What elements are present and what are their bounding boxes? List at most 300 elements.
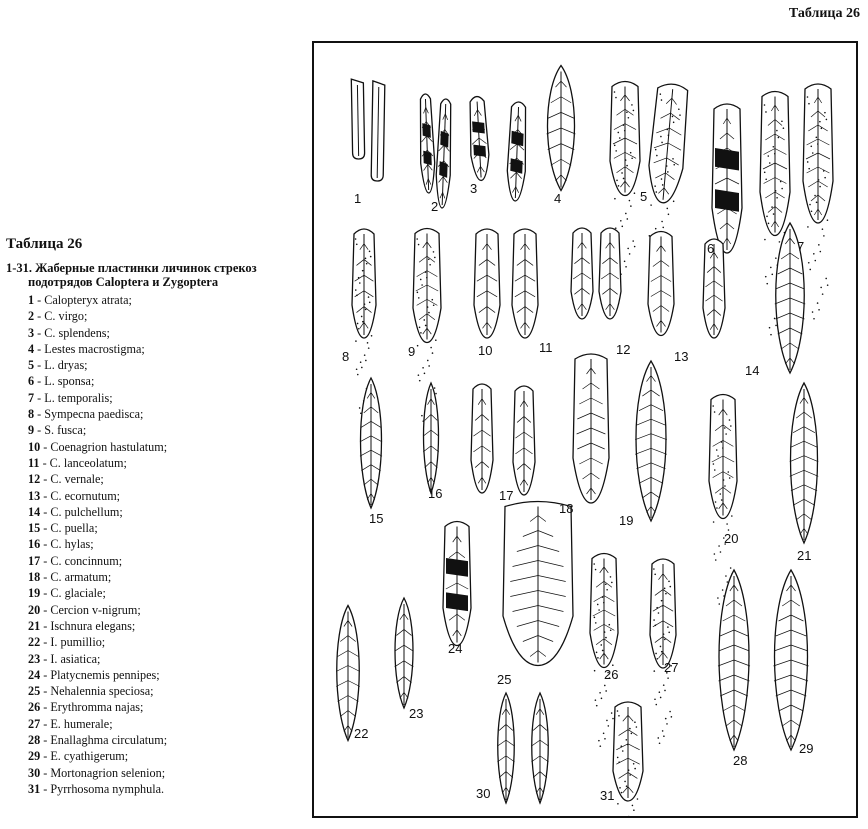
gill-plate-dot [778, 137, 780, 139]
gill-plate-dot [769, 162, 771, 164]
legend-item-name: - Enallaghma circulatum; [40, 733, 168, 748]
legend-item-name: - Sympecna paedisca; [34, 407, 144, 422]
legend-item-name: - Cercion v-nigrum; [40, 602, 141, 617]
legend-item-name: - C. lanceolatum; [39, 455, 127, 470]
gill-plate-dot [775, 257, 777, 259]
gill-plate-dot [428, 258, 430, 260]
legend-item-number: 29 [28, 749, 41, 764]
gill-plate-dot [623, 124, 625, 126]
gill-plate-dot [422, 367, 424, 369]
gill-plate-dot [358, 328, 360, 330]
figure-number-label: 18 [559, 501, 574, 516]
gill-plate-band [472, 121, 485, 134]
gill-plate-dot [713, 463, 715, 465]
gill-plate-dot [808, 168, 810, 170]
legend-item [28, 748, 306, 764]
gill-plate-dot [612, 664, 614, 666]
gill-plate-dot [816, 201, 818, 203]
gill-plate-19 [648, 232, 674, 336]
gill-plate-39 [531, 693, 548, 803]
gill-plate-dot [359, 407, 361, 409]
legend-item [28, 357, 306, 373]
gill-plate-dot [712, 405, 714, 407]
gill-plate-dot [626, 739, 628, 741]
gill-plate-dot [657, 737, 659, 739]
legend-item-name: - Coenagrion hastulatum; [40, 439, 168, 454]
gill-plate-dot [655, 228, 657, 230]
gill-plate-dot [668, 581, 670, 583]
gill-plate-18 [599, 228, 621, 319]
gill-plate-37 [773, 570, 808, 750]
gill-plate-dot [621, 792, 623, 794]
gill-plate-dot [617, 803, 619, 805]
gill-plate-band [715, 189, 739, 212]
gill-plate-dot [615, 97, 617, 99]
legend-item [28, 651, 306, 667]
gill-plate-dot [823, 235, 825, 237]
legend-item [28, 585, 306, 601]
gill-plate-dot [717, 455, 719, 457]
legend-range: 1-31. [6, 261, 33, 275]
gill-plate-dot [765, 276, 767, 278]
gill-plate-6 [506, 102, 527, 202]
gill-plate-dot [606, 589, 608, 591]
figure-number-label: 31 [600, 788, 615, 803]
legend-item-number: 12 [28, 472, 41, 487]
figure-number-label: 4 [554, 191, 562, 206]
legend-item [28, 634, 306, 650]
gill-plate-dot [366, 263, 368, 265]
gill-plate-2 [371, 81, 385, 181]
gill-plate-dot [716, 507, 718, 509]
legend-item [28, 553, 306, 569]
gill-plate-dot [667, 677, 669, 679]
gill-plate-dot [608, 624, 610, 626]
gill-plate-15 [474, 229, 500, 338]
gill-plate-dot [362, 270, 364, 272]
gill-plate-dot [424, 373, 426, 375]
gill-plate-5 [468, 96, 490, 181]
gill-plate-dot [610, 629, 612, 631]
gill-plate-dot [655, 653, 657, 655]
figure-number-label: 3 [470, 181, 478, 196]
legend-item [28, 373, 306, 389]
legend-item [28, 390, 306, 406]
gill-plate-band [715, 148, 739, 171]
gill-plate-dot [656, 607, 658, 609]
gill-plate-dot [818, 244, 820, 246]
gill-plate-dot [430, 347, 432, 349]
gill-plate-dot [816, 137, 818, 139]
gill-plate-dot [663, 633, 665, 635]
gill-plate-dot [660, 697, 662, 699]
gill-plate-26 [573, 354, 609, 503]
legend-heading: Таблица 26 [6, 236, 83, 252]
gill-plate-dot [720, 551, 722, 553]
legend-item-number: 8 [28, 407, 35, 422]
gill-plate-dot [807, 161, 809, 163]
figure-number-label: 12 [616, 342, 631, 357]
figure-number-label: 16 [428, 486, 443, 501]
gill-plate-dot [818, 179, 820, 181]
gill-plate-dot [625, 159, 627, 161]
gill-plate-dot [364, 303, 366, 305]
figure-number-label: 17 [499, 488, 514, 503]
gill-plate-dot [416, 238, 418, 240]
gill-plate-23 [423, 383, 439, 493]
gill-plate-dot [602, 596, 604, 598]
gill-plate-22 [360, 378, 382, 508]
gill-plate-dot [425, 325, 427, 327]
gill-plate-dot [812, 152, 814, 154]
gill-plate-dot [365, 258, 367, 260]
gill-plate-dot [817, 143, 819, 145]
gill-plate-dot [617, 757, 619, 759]
gill-plate-dot [421, 415, 423, 417]
gill-plate-40 [613, 702, 643, 816]
gill-plate-dot [827, 284, 829, 286]
gill-plate-dot [420, 332, 422, 334]
gill-plate-dot [603, 602, 605, 604]
gill-plate-dot [604, 738, 606, 740]
figure-number-label: 27 [664, 660, 679, 675]
gill-plate-dot [614, 198, 616, 200]
gill-plate-dot [663, 684, 665, 686]
gill-plate-dot [814, 260, 816, 262]
figure-number-label: 29 [799, 741, 814, 756]
gill-plates-illustration [314, 43, 856, 816]
gill-plate-dot [716, 449, 718, 451]
legend-item [28, 683, 306, 699]
gill-plate-dot [769, 327, 771, 329]
gill-plate-dot [598, 740, 600, 742]
gill-plate-dot [765, 178, 767, 180]
gill-plate-35 [650, 559, 679, 744]
gill-plate-dot [621, 172, 623, 174]
gill-plate-dot [808, 262, 810, 264]
figure-number-label: 15 [369, 511, 384, 526]
legend-item-name: - L. sponsa; [34, 374, 95, 389]
gill-plate-dot [627, 248, 629, 250]
legend-item-number: 9 [28, 423, 35, 438]
gill-plate-dot [435, 393, 437, 395]
legend-item [28, 488, 306, 504]
gill-plate-dot [774, 318, 776, 320]
legend-item-number: 30 [28, 765, 41, 780]
legend-item-number: 7 [28, 390, 35, 405]
gill-plate-dot [659, 691, 661, 693]
gill-plate-dot [364, 354, 366, 356]
gill-plate-dot [629, 774, 631, 776]
gill-plate-dot [360, 361, 362, 363]
figure-number-label: 10 [478, 343, 493, 358]
gill-plate-dot [825, 278, 827, 280]
legend-item-number: 5 [28, 358, 35, 373]
figure-number-label: 22 [354, 726, 369, 741]
legend-item [28, 602, 306, 618]
gill-plate-dot [810, 145, 812, 147]
gill-plate-dot [827, 219, 829, 221]
gill-plate-dot [623, 178, 625, 180]
gill-plate-dot [624, 781, 626, 783]
gill-plate-dot [371, 335, 373, 337]
legend-item-number: 25 [28, 684, 41, 699]
gill-plate-dot [722, 447, 724, 449]
gill-plate-dot [599, 745, 601, 747]
gill-plate-band [446, 592, 468, 611]
gill-plate-dot [819, 121, 821, 123]
gill-plate-dot [822, 228, 824, 230]
gill-plate-dot [631, 104, 633, 106]
gill-plate-dot [812, 311, 814, 313]
gill-plate-dot [730, 425, 732, 427]
legend-item-number: 15 [28, 521, 41, 536]
gill-plate-dot [361, 316, 363, 318]
gill-plate-dot [775, 190, 777, 192]
gill-plate-dot [727, 581, 729, 583]
legend-item [28, 667, 306, 683]
gill-plate-dot [773, 213, 775, 215]
gill-plate-dot [718, 545, 720, 547]
gill-plate-dot [824, 112, 826, 114]
gill-plate-dot [420, 279, 422, 281]
gill-plate-4 [435, 99, 453, 208]
gill-plate-dot [602, 650, 604, 652]
gill-plate-dot [608, 725, 610, 727]
gill-plate-dot [821, 128, 823, 130]
gill-plate-dot [356, 368, 358, 370]
gill-plate-dot [666, 723, 668, 725]
legend-item-number: 21 [28, 618, 41, 633]
figure-number-label: 13 [674, 349, 689, 364]
gill-plate-dot [807, 226, 809, 228]
gill-plate-dot [614, 91, 616, 93]
gill-plate-dot [634, 246, 636, 248]
gill-plate-dot [817, 302, 819, 304]
gill-plate-dot [429, 264, 431, 266]
gill-plate-dot [809, 269, 811, 271]
gill-plate-dot [369, 302, 371, 304]
gill-plate-dot [616, 180, 618, 182]
figure-number-label: 20 [724, 531, 739, 546]
gill-plate-25 [513, 386, 535, 495]
figure-number-label: 8 [342, 349, 350, 364]
figure-number-label: 14 [745, 363, 760, 378]
legend-item-name: - C. glaciale; [40, 586, 106, 601]
gill-plate-dot [661, 221, 663, 223]
figure-number-label: 23 [409, 706, 424, 721]
legend-item-name: - Ischnura elegans; [40, 618, 136, 633]
gill-plate-dot [713, 521, 715, 523]
legend-item-number: 26 [28, 700, 41, 715]
gill-plate-dot [618, 715, 620, 717]
gill-plate-dot [365, 309, 367, 311]
gill-plate-dot [611, 712, 613, 714]
gill-plate-dot [596, 652, 598, 654]
legend-item-name: - L. dryas; [34, 358, 88, 373]
gill-plate-dot [637, 798, 639, 800]
gill-plate-dot [595, 569, 597, 571]
gill-plate-dot [622, 750, 624, 752]
gill-plate-dot [617, 132, 619, 134]
gill-plate-dot [766, 283, 768, 285]
gill-plate-dot [632, 805, 634, 807]
legend-item-name: - Platycnemis pennipes; [40, 667, 160, 682]
gill-plate-dot [669, 586, 671, 588]
gill-plate-band [423, 150, 432, 165]
gill-plate-dot [355, 289, 357, 291]
gill-plate-dot [659, 742, 661, 744]
gill-plate-dot [725, 575, 727, 577]
figure-number-label: 9 [408, 344, 416, 359]
legend-item [28, 618, 306, 634]
gill-plate-dot [773, 146, 775, 148]
gill-plate-36 [718, 570, 750, 750]
gill-plate-dot [721, 441, 723, 443]
gill-plate-dot [725, 433, 727, 435]
gill-plate-dot [662, 227, 664, 229]
gill-plate-dot [664, 588, 666, 590]
legend-item-name: - C. armatum; [40, 570, 112, 585]
gill-plate-dot [612, 718, 614, 720]
legend-item-name: - C. splendens; [34, 325, 110, 340]
legend-item-number: 22 [28, 635, 41, 650]
gill-plate-dot [770, 334, 772, 336]
gill-plate-dot [776, 197, 778, 199]
gill-plate-dot [362, 321, 364, 323]
legend-item-name: - L. temporalis; [34, 390, 113, 405]
gill-plate-dot [722, 589, 724, 591]
gill-plate-dot [597, 604, 599, 606]
gill-plate-dot [655, 704, 657, 706]
gill-plate-dot [604, 685, 606, 687]
legend-item-name: - S. fusca; [34, 423, 87, 438]
gill-plate-dot [771, 274, 773, 276]
gill-plate-dot [823, 170, 825, 172]
legend-item-number: 3 [28, 325, 35, 340]
gill-plate-dot [629, 253, 631, 255]
gill-plate-dot [615, 150, 617, 152]
gill-plate-17 [571, 228, 593, 319]
gill-plate-dot [814, 195, 816, 197]
gill-plate-dot [730, 567, 732, 569]
gill-plate-dot [596, 705, 598, 707]
legend-item [28, 781, 306, 797]
legend-item-name: - Pyrrhosoma nymphula. [40, 781, 165, 796]
gill-plate-dot [595, 699, 597, 701]
legend-item [28, 520, 306, 536]
gill-plate-dot [776, 130, 778, 132]
gill-plate-dot [595, 622, 597, 624]
gill-plate-dot [783, 127, 785, 129]
gill-plate-dot [594, 617, 596, 619]
gill-plate-dot [605, 690, 607, 692]
gill-plate-dot [356, 243, 358, 245]
legend-item-number: 4 [28, 341, 35, 356]
gill-plate-dot [356, 295, 358, 297]
gill-plate-dot [434, 257, 436, 259]
gill-plate-dot [355, 340, 357, 342]
gill-plate-dot [355, 238, 357, 240]
gill-plate-dot [626, 785, 628, 787]
legend-item-number: 20 [28, 602, 41, 617]
gill-plate-7 [547, 66, 576, 191]
gill-plate-dot [634, 721, 636, 723]
gill-plate-dot [604, 631, 606, 633]
gill-plate-dot [668, 213, 670, 215]
gill-plate-dot [618, 185, 620, 187]
gill-plate-dot [808, 103, 810, 105]
legend-item-name: - I. asiatica; [40, 651, 101, 666]
gill-plate-dot [633, 809, 635, 811]
legend-item-name: - Calopteryx atrata; [34, 293, 132, 307]
gill-plate-dot [666, 208, 668, 210]
gill-plate-dot [715, 559, 717, 561]
gill-plate-dot [771, 206, 773, 208]
gill-plate-dot [632, 240, 634, 242]
gill-plate-dot [427, 360, 429, 362]
gill-plate-dot [624, 260, 626, 262]
gill-plate-dot [767, 155, 769, 157]
gill-plate-dot [668, 632, 670, 634]
gill-plate-dot [417, 292, 419, 294]
gill-plate-dot [621, 226, 623, 228]
gill-plate-dot [367, 342, 369, 344]
gill-plate-dot [629, 200, 631, 202]
gill-plate-dot [721, 499, 723, 501]
legend-item-name: - C. concinnum; [40, 553, 123, 568]
gill-plate-dot [822, 293, 824, 295]
gill-plate-dot [764, 171, 766, 173]
gill-plate-dot [421, 284, 423, 286]
figure-number-label: 21 [797, 548, 812, 563]
gill-plate-dot [627, 744, 629, 746]
gill-plate-dot [361, 367, 363, 369]
gill-plate-dot [611, 582, 613, 584]
gill-plate-dot [661, 600, 663, 602]
gill-plate-dot [619, 787, 621, 789]
gill-plate-dot [653, 568, 655, 570]
legend-item-number: 11 [28, 455, 40, 470]
gill-plate-dot [629, 728, 631, 730]
gill-plate-band [473, 144, 486, 157]
legend-item [28, 716, 306, 732]
gill-plate-dot [620, 220, 622, 222]
gill-plate-dot [662, 730, 664, 732]
figure-number-label: 7 [797, 239, 805, 254]
gill-plate-dot [418, 297, 420, 299]
gill-plate-dot [357, 323, 359, 325]
gill-plate-dot [593, 563, 595, 565]
gill-plate-dot [601, 698, 603, 700]
gill-plate-dot [626, 165, 628, 167]
legend-item-name: - C. vernale; [40, 472, 104, 487]
gill-plate-dot [655, 625, 657, 627]
gill-plate-dot [781, 188, 783, 190]
legend-subtitle [6, 261, 306, 289]
gill-plate-dot [775, 325, 777, 327]
legend-item-name: - C. pulchellum; [40, 504, 123, 519]
gill-plate-dot [423, 319, 425, 321]
gill-plate-dot [766, 216, 768, 218]
gill-plate-dot [768, 223, 770, 225]
legend-item-name: - I. pumillio; [40, 635, 106, 650]
legend-item-name: - Mortonagrion selenion; [40, 765, 166, 780]
legend-item-name: - C. virgo; [34, 309, 88, 324]
gill-plate-dot [663, 735, 665, 737]
legend-list [6, 292, 306, 797]
gill-plate-dot [724, 427, 726, 429]
